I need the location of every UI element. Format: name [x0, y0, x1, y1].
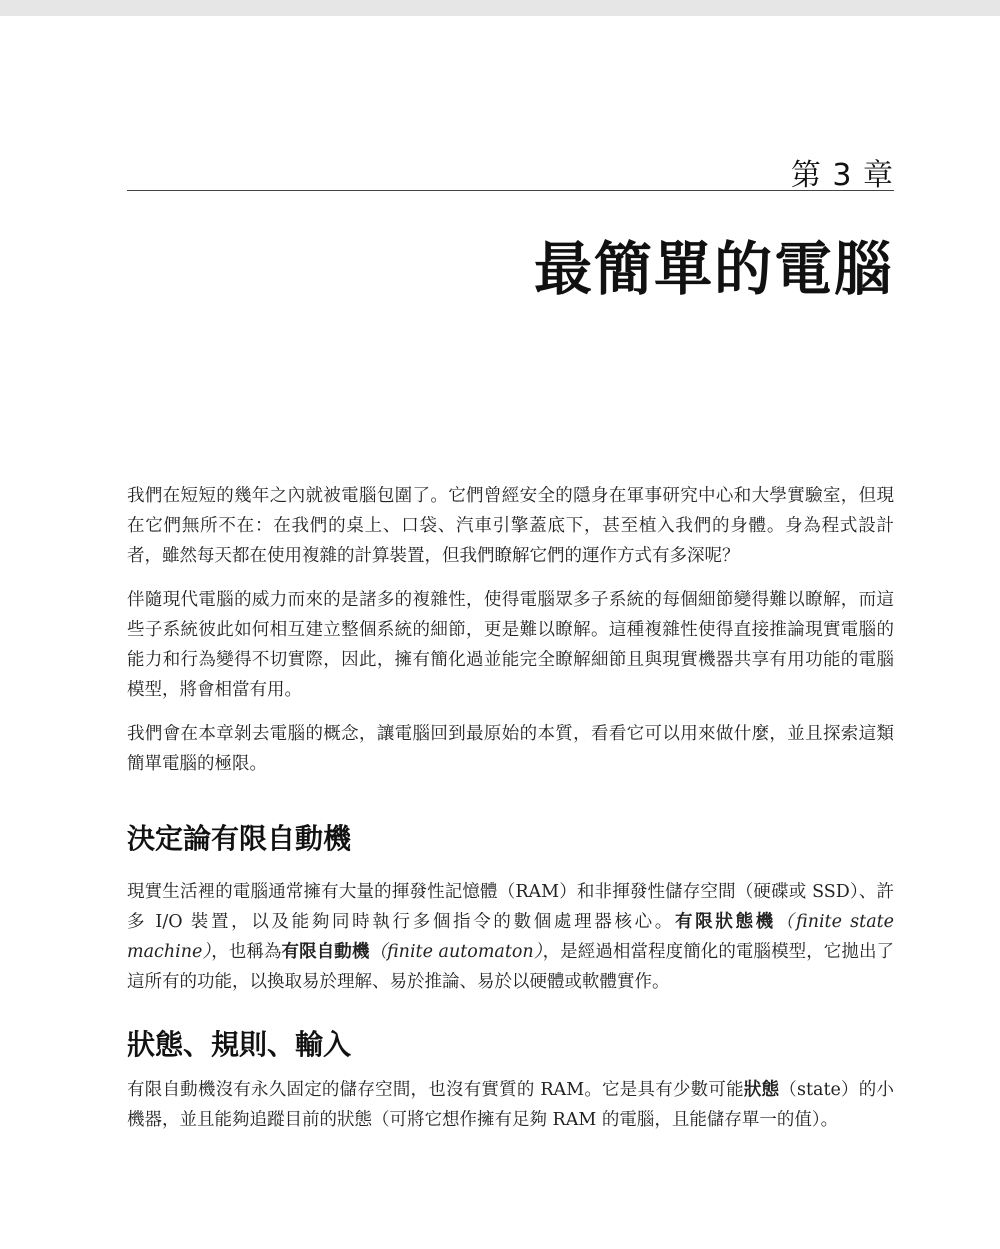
chapter-number: 第 3 章: [790, 158, 894, 193]
term-finite-state-machine-en: （finite state machine）: [127, 912, 895, 962]
states-text-a: 有限自動機沒有永久固定的儲存空間，也沒有實質的 RAM。它是具有少數可能: [127, 1080, 744, 1100]
section-heading-dfa: 決定論有限自動機: [127, 822, 352, 855]
top-gray-band: [0, 0, 1000, 16]
term-finite-automaton: 有限自動機: [281, 942, 370, 962]
dfa-text-b: ，也稱為: [211, 942, 282, 962]
chapter-divider: [127, 190, 894, 191]
body-text: [127, 481, 894, 1149]
term-state: 狀態: [743, 1080, 780, 1100]
states-paragraph: [127, 1075, 894, 1135]
intro-paragraph-2: 伴隨現代電腦的威力而來的是諸多的複雜性，使得電腦眾多子系統的每個細節變得難以瞭解，而這些子系統彼此如何相互建立整個系統的細節，更是難以瞭解。這種複雜性使得直接推論現實電腦的能力和行為變得不切實際，因此，擁有簡化過並能完全瞭解細節且與現實機器共享有用功能的電腦模型，將會相當有用。: [127, 590, 894, 700]
chapter-title: 最簡單的電腦: [533, 235, 894, 303]
states-text-b: 的小機器，並且能夠追蹤目前的狀態（可將它想作擁有足夠 RAM 的電腦，且能儲存單一的值）。: [127, 1080, 895, 1130]
intro-paragraph-3: 我們會在本章剝去電腦的概念，讓電腦回到最原始的本質，看看它可以用來做什麼，並且探索這類簡單電腦的極限。: [127, 724, 894, 774]
intro-paragraph-1: 我們在短短的幾年之內就被電腦包圍了。它們曾經安全的隱身在軍事研究中心和大學實驗室，但現在它們無所不在：在我們的桌上、口袋、汽車引擎蓋底下，甚至植入我們的身體。身為程式設計者，雖然每天都在使用複雜的計算裝置，但我們瞭解它們的運作方式有多深呢？: [127, 486, 894, 566]
dfa-paragraph: [127, 877, 894, 997]
term-finite-automaton-en: （finite automaton）: [369, 942, 543, 962]
section-heading-states: 狀態、規則、輸入: [127, 1028, 352, 1061]
dfa-text-a: 現實生活裡的電腦通常擁有大量的揮發性記憶體（RAM）和非揮發性儲存空間（硬碟或 SSD）、許多 I/O 裝置，以及能夠同時執行多個指令的數個處理器核心。: [127, 882, 894, 932]
term-state-en: （state）: [779, 1080, 859, 1100]
term-finite-state-machine: 有限狀態機: [674, 912, 776, 932]
dfa-text-c: ，是經過相當程度簡化的電腦模型，它拋出了這所有的功能，以換取易於理解、易於推論、易於以硬體或軟體實作。: [127, 942, 895, 992]
